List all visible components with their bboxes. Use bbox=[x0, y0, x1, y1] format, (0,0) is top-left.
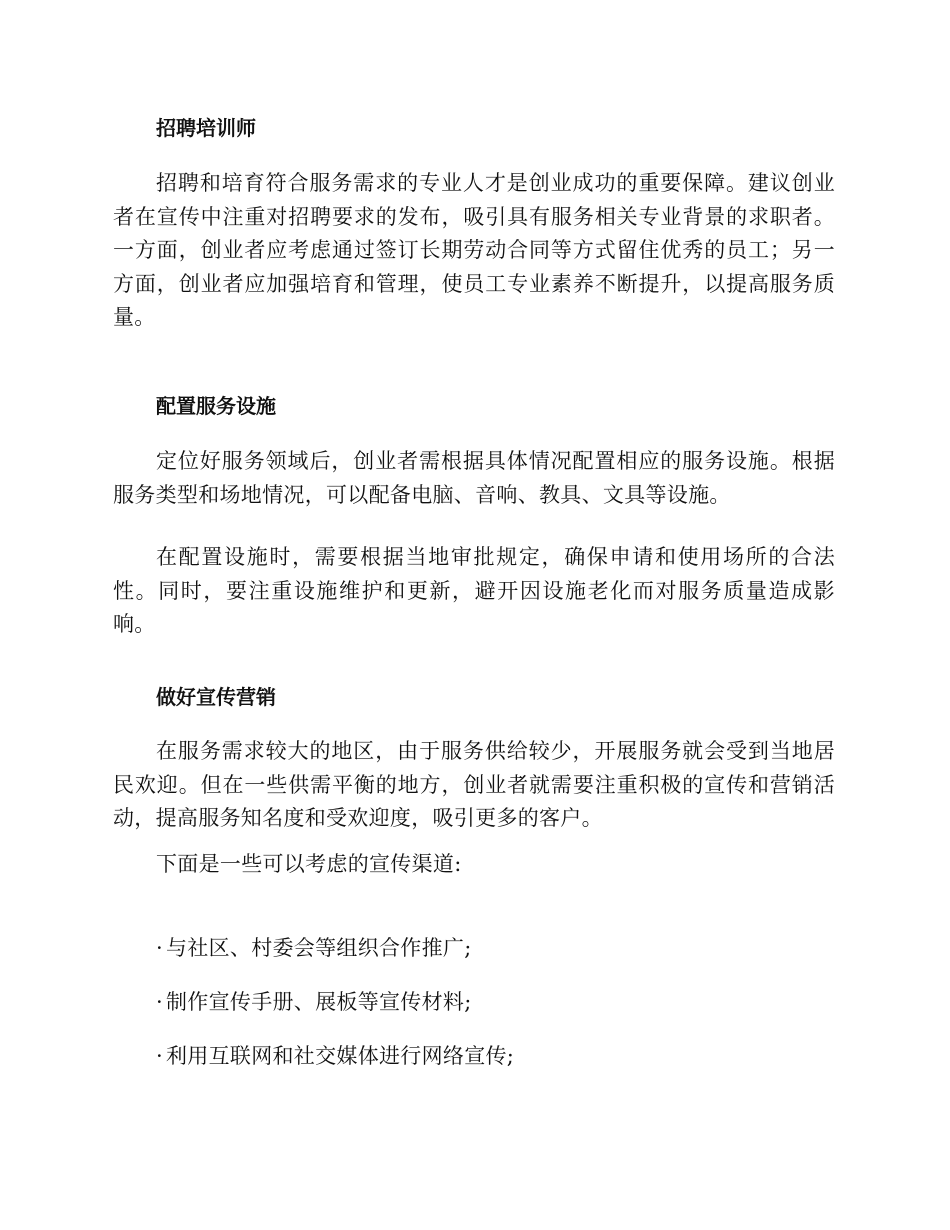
list-intro: 下面是一些可以考虑的宣传渠道: bbox=[156, 852, 462, 876]
list-item bbox=[156, 987, 472, 1017]
list-item-text: 与社区、村委会等组织合作推广; bbox=[166, 936, 472, 960]
section-heading-marketing: 做好宣传营销 bbox=[156, 685, 276, 709]
list-item-text: 利用互联网和社交媒体进行网络宣传; bbox=[166, 1044, 515, 1068]
section-heading-configure-facilities: 配置服务设施 bbox=[156, 394, 276, 418]
section-heading-recruit-trainers: 招聘培训师 bbox=[156, 116, 256, 140]
list-item-text: 制作宣传手册、展板等宣传材料; bbox=[166, 990, 472, 1014]
list-item bbox=[156, 933, 472, 963]
bullet-dot: · bbox=[156, 1044, 163, 1068]
paragraph-configure-facilities-2: 在配置设施时，需要根据当地审批规定，确保申请和使用场所的合法性。同时，要注重设施维护和更新，避开因设施老化而对服务质量造成影响。 bbox=[113, 545, 835, 636]
paragraph-configure-facilities-1: 定位好服务领域后，创业者需根据具体情况配置相应的服务设施。根据服务类型和场地情况，可以配备电脑、音响、教具、文具等设施。 bbox=[113, 449, 835, 507]
paragraph-recruit-trainers: 招聘和培育符合服务需求的专业人才是创业成功的重要保障。建议创业者在宣传中注重对招聘要求的发布，吸引具有服务相关专业背景的求职者。一方面，创业者应考虑通过签订长期劳动合同等方式留住优秀的员工；另一方面，创业者应加强培育和管理，使员工专业素养不断提升，以提高服务质量。 bbox=[113, 171, 835, 329]
bullet-dot: · bbox=[156, 936, 163, 960]
list-item bbox=[156, 1041, 514, 1071]
paragraph-marketing: 在服务需求较大的地区，由于服务供给较少，开展服务就会受到当地居民欢迎。但在一些供需平衡的地方，创业者就需要注重积极的宣传和营销活动，提高服务知名度和受欢迎度，吸引更多的客户。 bbox=[113, 739, 835, 830]
bullet-dot: · bbox=[156, 990, 163, 1014]
